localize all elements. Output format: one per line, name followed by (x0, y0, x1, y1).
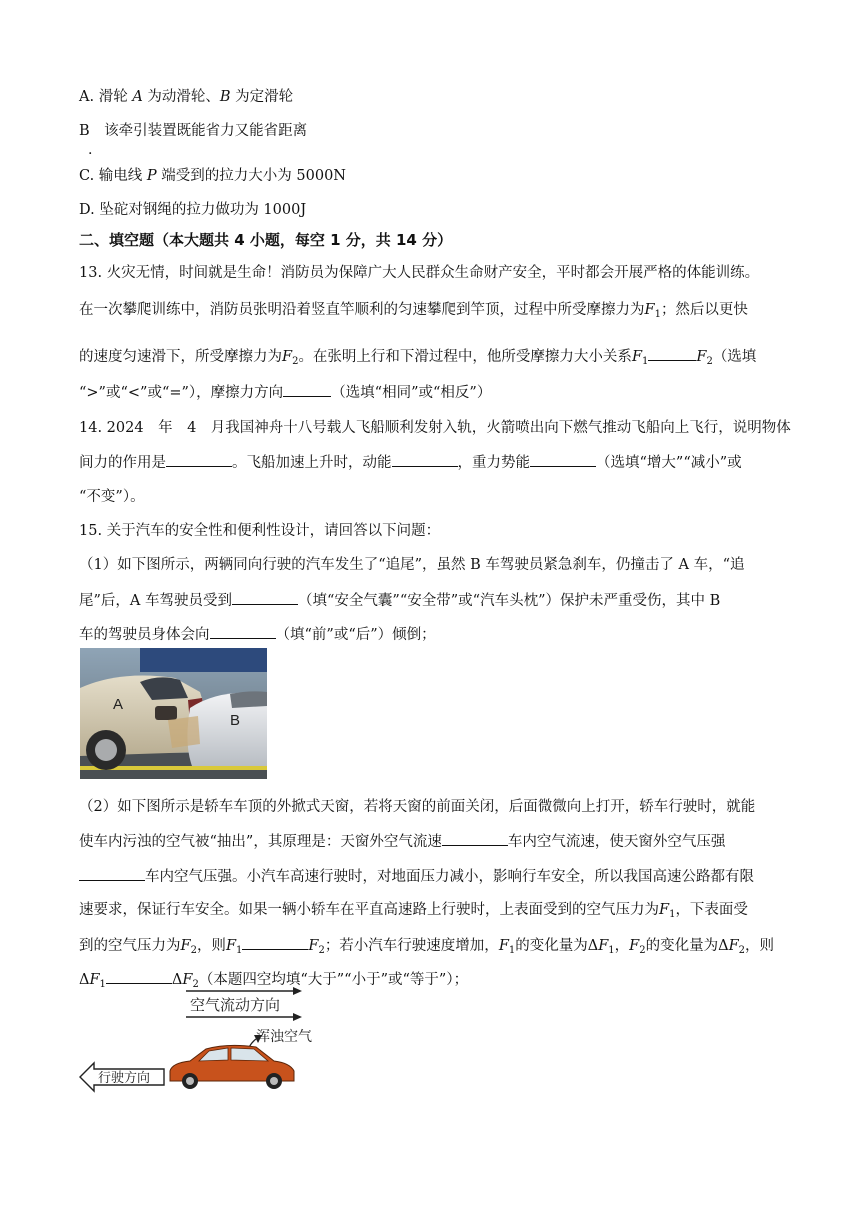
collision-photo (80, 648, 267, 779)
q15-p2-line-4: 速要求，保证行车安全。如果一辆小轿车在平直高速路上行驶时，上表面受到的空气压力为$F_1$，下表面受 (79, 902, 748, 920)
option-b-dot: . (88, 142, 93, 158)
q13-line-1: 13. 火灾无情，时间就是生命！消防员为保障广大人民群众生命财产安全，平时都会开展严格的体能训练。 (79, 265, 760, 281)
q15-p2-line-2: 使车内污浊的空气被“抽出”，其原理是：天窗外空气流速 车内空气流速，使天窗外空气压强 (79, 831, 789, 852)
q15-line-0: 15. 关于汽车的安全性和便利性设计，请回答以下问题： (79, 523, 441, 539)
photo-label-b: B (230, 712, 241, 729)
q15-p1-line-3: 车的驾驶员身体会向 （填“前”或“后”）倾倒； (79, 624, 789, 645)
option-d: D. 坠砣对钢绳的拉力做功为 1000J (79, 202, 307, 218)
q15-p2-line-3: 车内空气压强。小汽车高速行驶时，对地面压力减小，影响行车安全，所以我国高速公路都有限 (79, 866, 789, 887)
air-flow-label: 空气流动方向 (190, 996, 281, 1014)
q15-p2-line-6: $\Delta F_1$ $\Delta F_2$（本题四空均填“大于”“小于”或“等于”）； (79, 969, 789, 995)
q14-line-2: 间力的作用是 。飞船加速上升时，动能 ，重力势能 （选填“增大”“减小”或 (79, 452, 789, 473)
sunroof-diagram (78, 985, 328, 1095)
q13-line-4: “>”或“<”或“=”），摩擦力方向 （选填“相同”或“相反”） (79, 382, 789, 403)
dirty-air-label: 浑浊空气 (256, 1029, 312, 1045)
option-b: B 该牵引装置既能省力又能省距离 (79, 123, 308, 139)
driving-direction-label: 行驶方向 (98, 1071, 151, 1086)
option-c: C. 输电线 P 端受到的拉力大小为 5000N (79, 168, 346, 184)
q15-p1-line-2: 尾”后，A 车驾驶员受到 （填“安全气囊”“安全带”或“汽车头枕”）保护未严重受伤，其中 B (79, 590, 789, 611)
photo-label-a: A (113, 696, 124, 713)
q15-p2-line-1: （2）如下图所示是轿车车顶的外掀式天窗，若将天窗的前面关闭，后面微微向上打开，轿车行驶时，就能 (79, 799, 756, 815)
option-a: A. 滑轮 A 为动滑轮、B 为定滑轮 (79, 89, 294, 105)
q13-line-3: 的速度匀速滑下，所受摩擦力为$F_2$。在张明上行和下滑过程中，他所受摩擦力大小关系$F_1$ $F_2$（选填 (79, 346, 789, 372)
answer-blank[interactable] (106, 969, 172, 984)
answer-blank[interactable] (648, 346, 696, 361)
answer-blank[interactable] (242, 935, 308, 950)
answer-blank[interactable] (442, 831, 508, 846)
answer-blank[interactable] (392, 452, 458, 467)
q15-p2-line-5: 到的空气压力为$F_2$，则$F_1$ $F_2$；若小汽车行驶速度增加，$F_1$的变化量为$\Delta F_1$，$F_2$的变化量为$\Delta F_2$，则 (79, 935, 789, 961)
section-heading: 二、填空题（本大题共 4 小题，每空 1 分，共 14 分） (79, 231, 453, 249)
answer-blank[interactable] (530, 452, 596, 467)
answer-blank[interactable] (232, 590, 298, 605)
collision-image (80, 648, 267, 779)
answer-blank[interactable] (283, 382, 331, 397)
answer-blank[interactable] (79, 866, 145, 881)
sunroof-diagram-svg (78, 985, 328, 1095)
q14-line-3: “不变”）。 (79, 489, 145, 505)
answer-blank[interactable] (210, 624, 276, 639)
q14-line-1: 14. 2024 年 4 月我国神舟十八号载人飞船顺利发射入轨，火箭喷出向下燃气推动飞船向上飞行，说明物体 (79, 420, 791, 436)
sedan-car-icon (170, 1045, 294, 1089)
q13-line-2: 在一次攀爬训练中，消防员张明沿着竖直竿顺利的匀速攀爬到竿顶，过程中所受摩擦力为$F_1$；然后以更快 (79, 302, 748, 320)
q15-p1-line-1: （1）如下图所示，两辆同向行驶的汽车发生了“追尾”，虽然 B 车驾驶员紧急刹车，仍撞击了 A 车，“追 (79, 557, 745, 573)
answer-blank[interactable] (166, 452, 232, 467)
